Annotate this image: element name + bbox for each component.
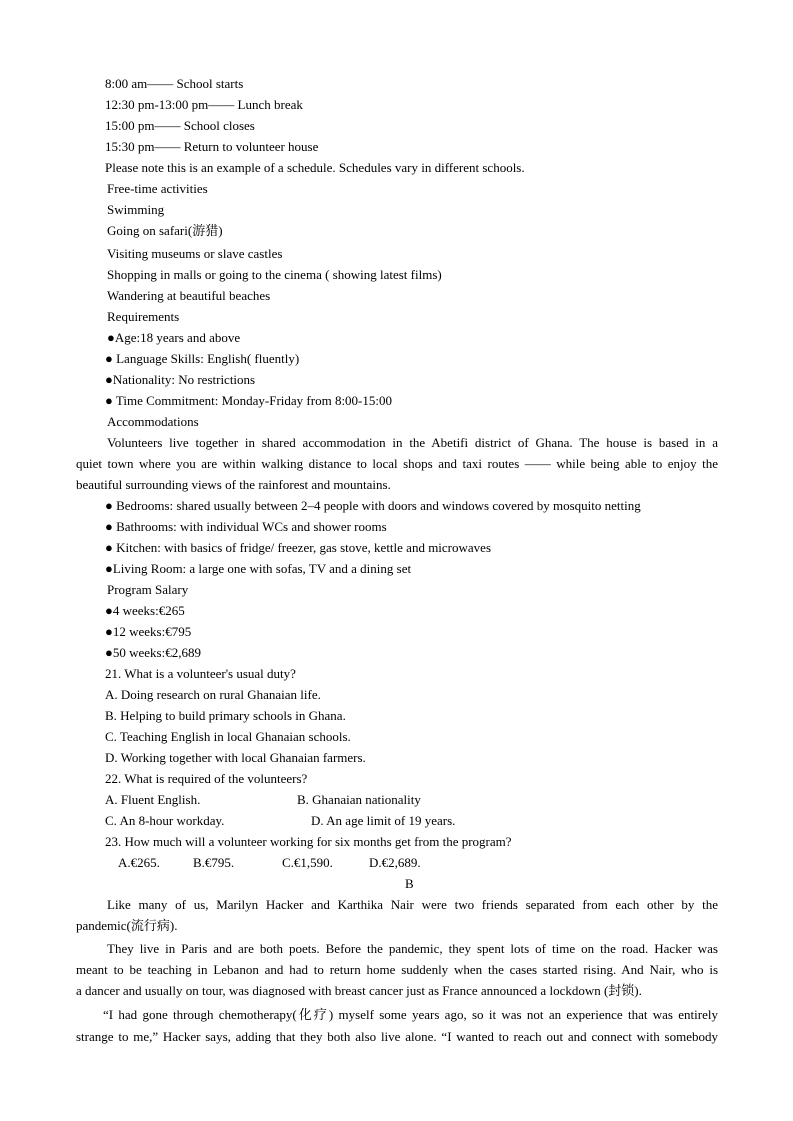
- requirement-item: ● Time Commitment: Monday-Friday from 8:00-15:00: [105, 393, 392, 408]
- accommodation-item: ● Bedrooms: shared usually between 2–4 people with doors and windows covered by mosquito netting: [105, 498, 641, 513]
- schedule-line: 8:00 am—— School starts: [105, 76, 244, 91]
- accommodation-item: ●Living Room: a large one with sofas, TV and a dining set: [105, 561, 412, 576]
- question-23-option-d: D.€2,689.: [369, 855, 421, 870]
- question-21-stem: 21. What is a volunteer's usual duty?: [105, 666, 296, 681]
- salary-item: ●50 weeks:€2,689: [105, 645, 201, 660]
- question-23-option-b: B.€795.: [193, 855, 235, 870]
- question-22-stem: 22. What is required of the volunteers?: [105, 771, 308, 786]
- requirement-item: ● Language Skills: English( fluently): [105, 351, 300, 366]
- accommodations-paragraph-line: quiet town where you are within walking distance to local shops and taxi routes —— while being able to enjoy the: [76, 456, 718, 471]
- question-23-stem: 23. How much will a volunteer working for six months get from the program?: [105, 834, 512, 849]
- accommodations-heading: Accommodations: [107, 414, 199, 429]
- section-b-label: B: [405, 876, 414, 891]
- schedule-line: 15:30 pm—— Return to volunteer house: [105, 139, 319, 154]
- schedule-line: 12:30 pm-13:00 pm—— Lunch break: [105, 97, 303, 112]
- free-time-item: Swimming: [107, 202, 165, 217]
- question-22-option-c: C. An 8-hour workday.: [105, 813, 225, 828]
- free-time-item: Shopping in malls or going to the cinema ( showing latest films): [107, 267, 442, 282]
- question-22-option-d: D. An age limit of 19 years.: [311, 813, 456, 828]
- question-22-option-b: B. Ghanaian nationality: [297, 792, 421, 807]
- question-23-option-a: A.€265.: [118, 855, 160, 870]
- salary-heading: Program Salary: [107, 582, 189, 597]
- free-time-heading: Free-time activities: [107, 181, 208, 196]
- accommodation-item: ● Kitchen: with basics of fridge/ freezer, gas stove, kettle and microwaves: [105, 540, 492, 555]
- question-22-option-a: A. Fluent English.: [105, 792, 201, 807]
- free-time-item: Going on safari(游猎): [107, 223, 223, 238]
- section-b-paragraph-line: “I had gone through chemotherapy(化疗) myself some years ago, so it was not an experience that was entirely: [103, 1007, 718, 1022]
- free-time-item: Wandering at beautiful beaches: [107, 288, 271, 303]
- question-21-option: A. Doing research on rural Ghanaian life.: [105, 687, 321, 702]
- schedule-line: 15:00 pm—— School closes: [105, 118, 255, 133]
- requirements-heading: Requirements: [107, 309, 180, 324]
- section-b-paragraph-line: pandemic(流行病).: [76, 918, 178, 933]
- accommodation-item: ● Bathrooms: with individual WCs and shower rooms: [105, 519, 387, 534]
- accommodations-paragraph-line: Volunteers live together in shared accommodation in the Abetifi district of Ghana. The house is based in a: [107, 435, 718, 450]
- question-21-option: B. Helping to build primary schools in Ghana.: [105, 708, 346, 723]
- salary-item: ●12 weeks:€795: [105, 624, 192, 639]
- requirement-item: ●Nationality: No restrictions: [105, 372, 256, 387]
- free-time-item: Visiting museums or slave castles: [107, 246, 283, 261]
- question-21-option: D. Working together with local Ghanaian farmers.: [105, 750, 366, 765]
- requirement-item: ●Age:18 years and above: [107, 330, 241, 345]
- section-b-paragraph-line: a dancer and usually on tour, was diagnosed with breast cancer just as France announced a lockdown (封锁).: [76, 983, 642, 998]
- section-b-paragraph-line: Like many of us, Marilyn Hacker and Karthika Nair were two friends separated from each other by the: [107, 897, 718, 912]
- question-21-option: C. Teaching English in local Ghanaian schools.: [105, 729, 351, 744]
- schedule-note: Please note this is an example of a schedule. Schedules vary in different schools.: [105, 160, 525, 175]
- question-23-option-c: C.€1,590.: [282, 855, 333, 870]
- salary-item: ●4 weeks:€265: [105, 603, 185, 618]
- section-b-paragraph-line: strange to me,” Hacker says, adding that they both also live alone. “I wanted to reach out and connect with somebody: [76, 1029, 718, 1044]
- section-b-paragraph-line: They live in Paris and are both poets. Before the pandemic, they spent lots of time on the road. Hacker was: [107, 941, 718, 956]
- accommodations-paragraph-line: beautiful surrounding views of the rainforest and mountains.: [76, 477, 391, 492]
- section-b-paragraph-line: meant to be teaching in Lebanon and had to return home suddenly when the cases started rising. And Nair, who is: [76, 962, 718, 977]
